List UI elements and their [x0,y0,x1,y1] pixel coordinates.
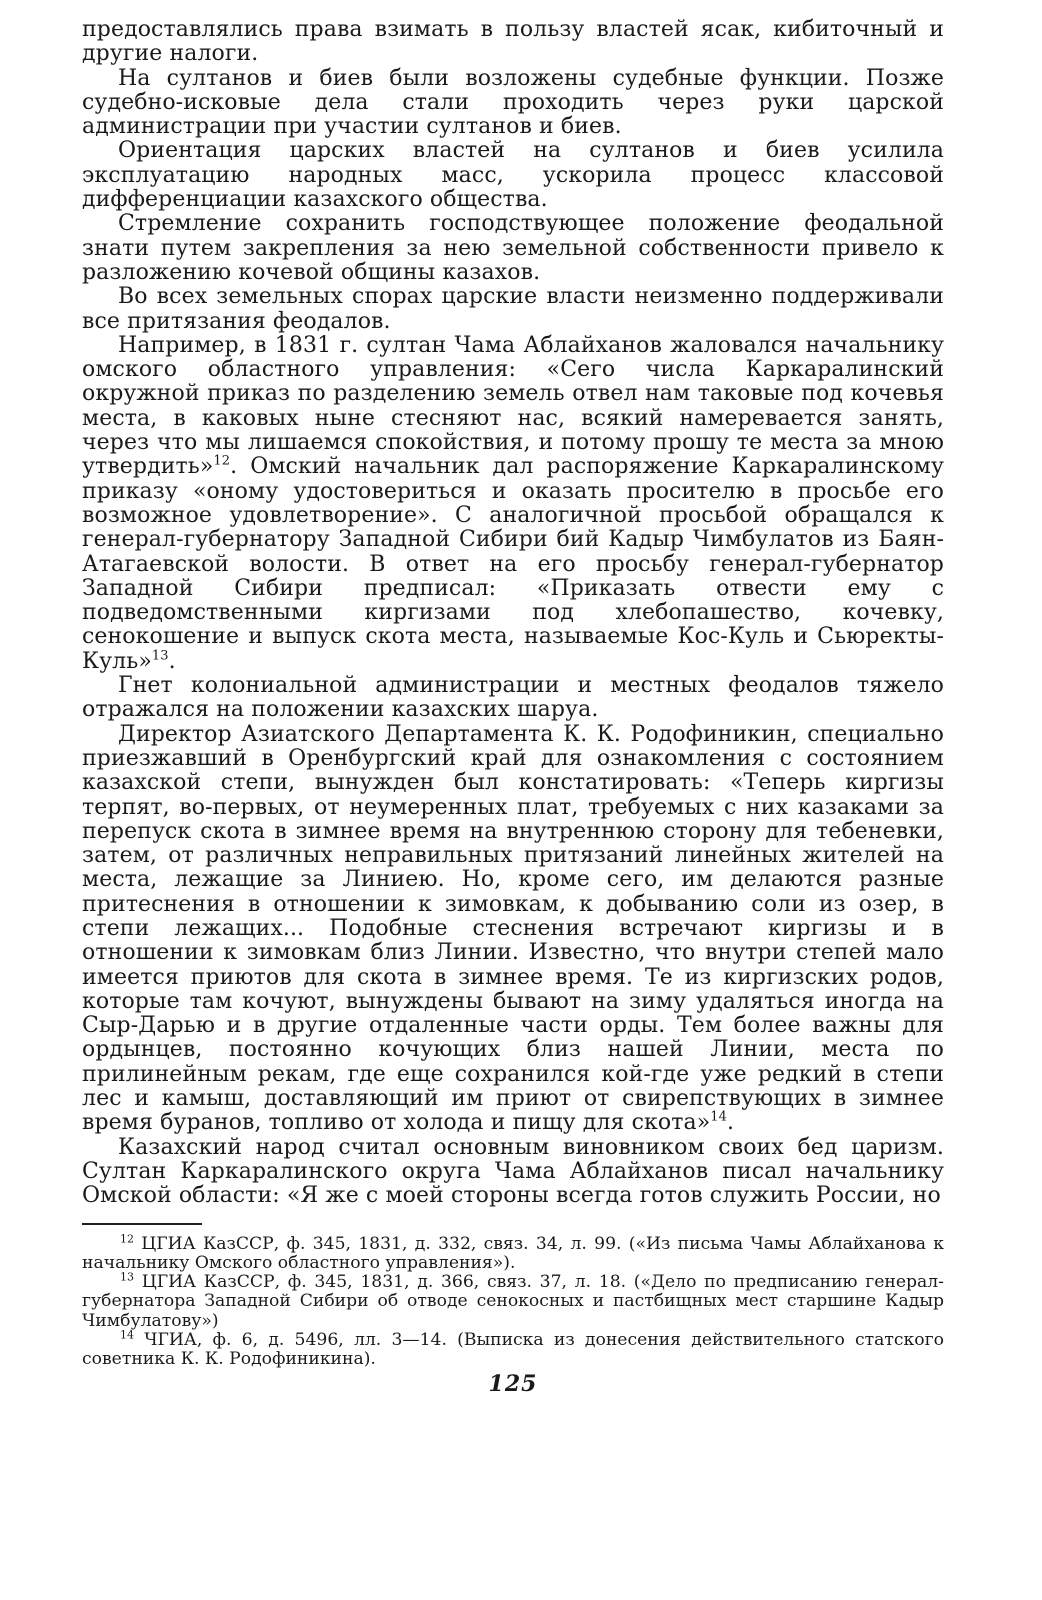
footnote-14 [82,1328,944,1370]
page-number: 125 [488,1371,538,1397]
paragraph-9-text: Казахский народ считал основным виновником своих бед царизм. Султан Каркаралинского округа Чама Аблайханов писал начальнику Омской области: «Я же с моей стороны всегда готов служить России, но [82,1134,944,1209]
paragraph-7 [82,674,944,723]
paragraph-6 [82,334,944,674]
footnote-12 [82,1231,945,1274]
footnote-13 [82,1270,944,1331]
footnote-14-number: 14 [120,1328,134,1342]
paragraph-5-text: Во всех земельных спорах царские власти неизменно поддерживали все притязания феодалов. [82,284,944,334]
paragraph-9 [82,1136,944,1209]
paragraph-3-text: Ориентация царских властей на султанов и биев усилила эксплуатацию народных масс, ускорила процесс классовой дифференциации казахского общества. [82,138,944,213]
footnote-14-text: ЧГИА, ф. 6, д. 5496, лл. 3—14. (Выписка из донесения действительного статского советника К. К. Родофиникина). [82,1330,944,1370]
footnote-ref-14: 14 [710,1110,728,1126]
paragraph-6-tail: . Омский начальник дал распоряжение Каркаралинскому приказу «оному удостовериться и оказать просителю в просьбе его возможное удовлетворение». С аналогичной просьбой обращался к генерал-губернатору Западной Сибири бий Кадыр Чимбулатов из Баян-Атагаевской волости. В ответ на его просьбу генерал-губернатор Западной Сибири предписал: «Приказать отвести ему с подведомственными киргизами под хлебопашество, кочевку, сенокошение и выпуск скота места, называемые Кос-Куль и Сьюректы-Куль» [82,454,944,674]
footnote-divider [82,1223,202,1225]
footnote-13-number: 13 [120,1270,134,1284]
paragraph-2-text: На султанов и биев были возложены судебные функции. Позже судебно-исковые дела стали проходить через руки царской администрации при участии султанов и биев. [82,65,944,140]
footnote-ref-13: 13 [151,648,169,664]
footnote-13-text: ЦГИА КазССР, ф. 345, 1831, д. 366, связ. 37, л. 18. («Дело по предписанию генерал-губернатора Западной Сибири об отводе сенокосных и пастбищных мест старшине Кадыр Чимбулатову») [82,1272,944,1331]
footnote-ref-12: 12 [213,454,231,470]
paragraph-6-tail2: . [168,648,176,674]
paragraph-1 [82,18,944,67]
page-body [82,17,945,1397]
paragraph-2 [82,67,944,140]
paragraph-4 [82,212,944,285]
paragraph-1-text: предоставлялись права взимать в пользу властей ясак, кибиточный и другие налоги. [82,17,944,67]
paragraph-3 [82,139,944,212]
paragraph-8-tail: . [727,1110,735,1136]
footnote-12-number: 12 [120,1231,134,1245]
paragraph-4-text: Стремление сохранить господствующее положение феодальной знати путем закрепления за нею земельной собственности привело к разложению кочевой общины казахов. [82,211,944,285]
paragraph-8-text: Директор Азиатского Департамента К. К. Родофиникин, специально приезжавший в Оренбургский край для ознакомления с состоянием казахской степи, вынужден был констатировать: «Теперь киргизы терпят, во-первых, от неумеренных плат, требуемых с них казаками за перепуск скота в зимнее время на внутреннюю сторону для тебеневки, затем, от различных неправильных притязаний линейных жителей на места, лежащие за Линиею. Но, кроме сего, им делаются разные притеснения в отношении к зимовкам, к добыванию соли из озер, в степи лежащих... Подобные стеснения встречают киргизы и в отношении к зимовкам близ Линии. Известно, что внутри степей мало имеется приютов для скота в зимнее время. Те из киргизских родов, которые там кочуют, вынуждены бывают на зиму удаляться иногда на Сыр-Дарью и в другие отдаленные части орды. Тем более важны для ордынцев, постоянно кочующих близ нашей Линии, места по прилинейным рекам, где еще сохранился кой-где уже редкий в степи лес и камыш, доставляющий им приют от свирепствующих в зимнее время буранов, топливо от холода и пищу для скота» [82,721,944,1136]
paragraph-6-text: Например, в 1831 г. султан Чама Аблайханов жаловался начальнику омского областного управления: «Сего числа Каркаралинский окружной приказ по разделению земель отвел нам таковые под кочевья места, в каковых ныне стесняют нас, всякий намеревается занять, через что мы лишаемся спокойствия, и потому прошу те места за мною утвердить» [82,332,944,480]
footnote-12-text: ЦГИА КазССР, ф. 345, 1831, д. 332, связ. 34, л. 99. («Из письма Чамы Аблайханова к начальнику Омского областного управления»). [82,1233,945,1273]
paragraph-7-text: Гнет колониальной администрации и местных феодалов тяжело отражался на положении казахских шаруа. [82,673,944,723]
paragraph-5 [82,285,944,334]
paragraph-8 [82,723,944,1136]
